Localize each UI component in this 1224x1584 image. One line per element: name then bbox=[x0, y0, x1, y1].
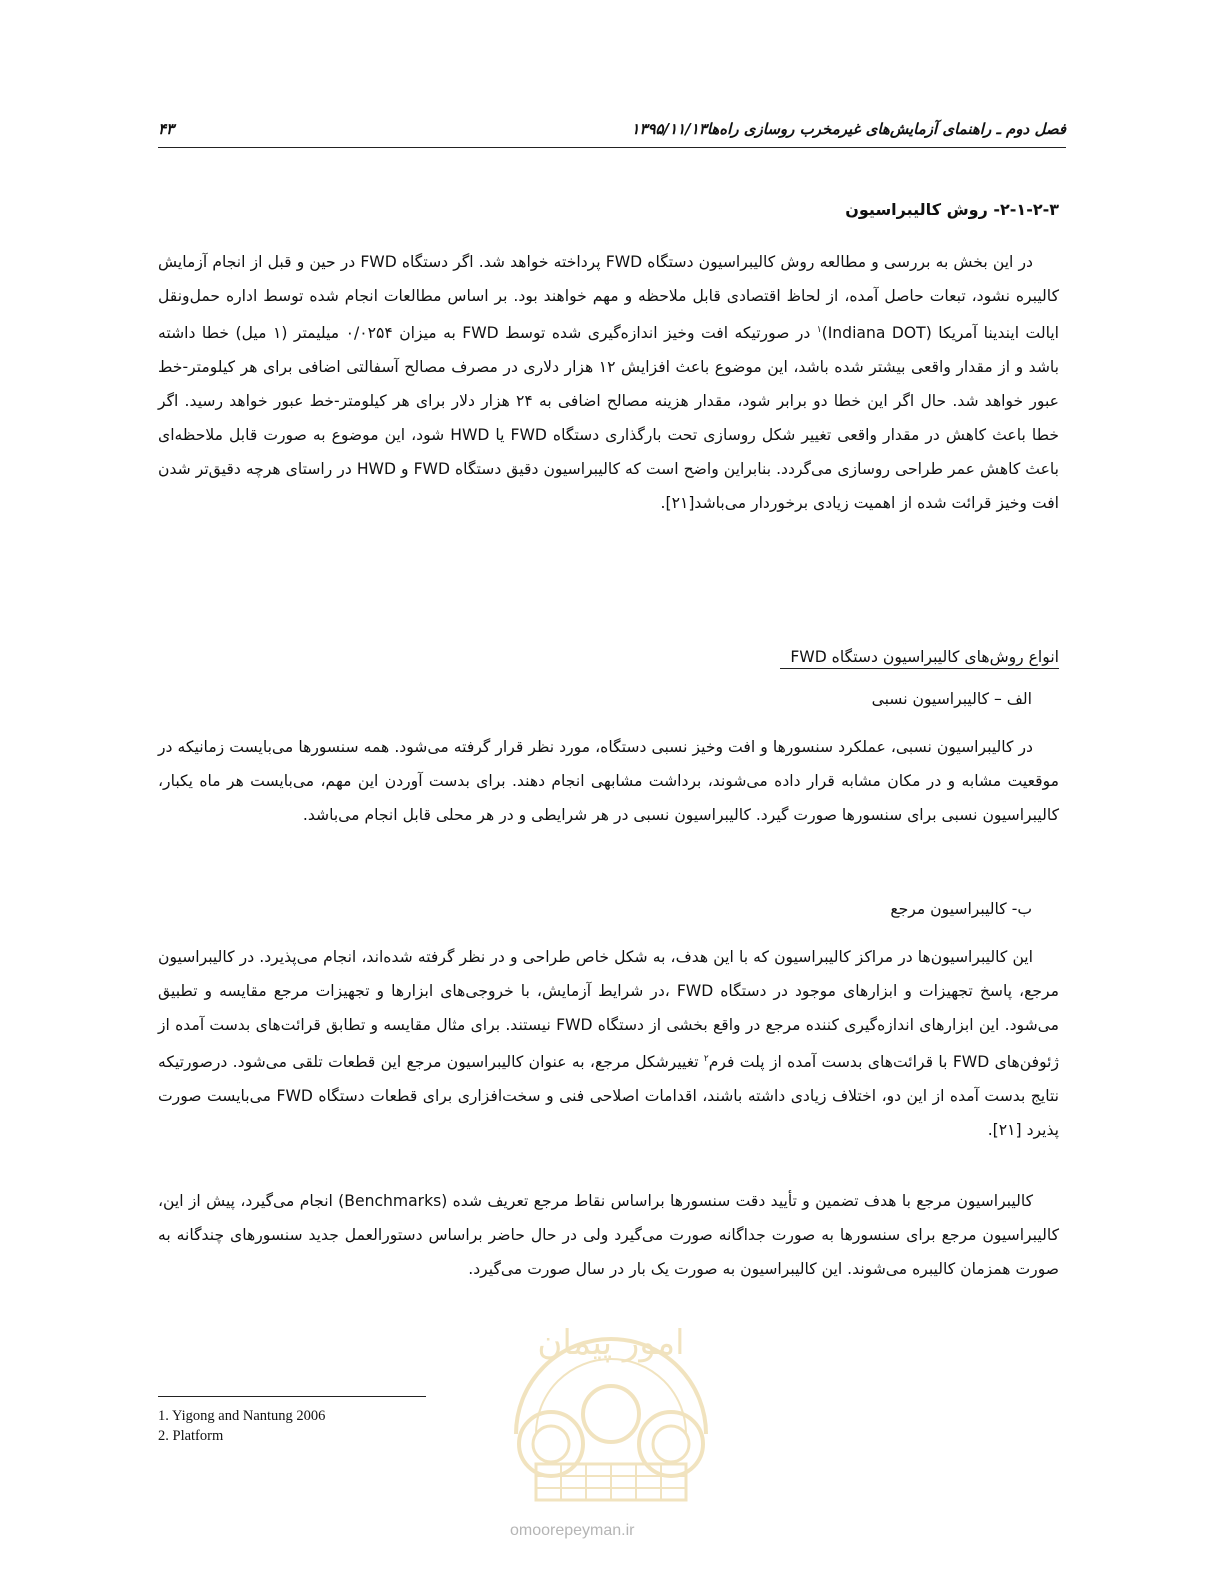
heading-relative-calibration: الف – کالیبراسیون نسبی bbox=[871, 690, 1032, 708]
paragraph-intro bbox=[158, 245, 1059, 520]
paragraph-benchmarks-text: کالیبراسیون مرجع با هدف تضمین و تأیید دقت سنسورها براساس نقاط مرجع تعریف شده (Benchmarks) انجام می‌گیرد، پیش از این، کالیبراسیون مرجع برای سنسورها به صورت جداگانه صورت می‌گیرد ولی در حال حاضر براساس دستورالعمل جدید سنسورهای چندگانه به صورت همزمان کالیبره می‌شوند. این کالیبراسیون به صورت یک بار در سال صورت می‌گیرد. bbox=[158, 1192, 1059, 1278]
page-header bbox=[158, 120, 1066, 144]
footnote-1: 1. Yigong and Nantung 2006 bbox=[158, 1408, 326, 1424]
footnote-ref-2: ۲ bbox=[703, 1054, 709, 1064]
watermark-logo-text: امور پیمان bbox=[537, 1323, 685, 1363]
watermark-url: omoorepeyman.ir bbox=[510, 1522, 635, 1539]
footnote-2: 2. Platform bbox=[158, 1428, 224, 1444]
footnote-divider bbox=[158, 1396, 426, 1397]
footnote-ref-1: ۱ bbox=[816, 325, 822, 335]
header-title bbox=[603, 120, 1066, 138]
paragraph-relative-calibration bbox=[158, 730, 1059, 832]
header-divider bbox=[158, 147, 1066, 148]
paragraph-benchmarks bbox=[158, 1184, 1059, 1286]
footnotes bbox=[158, 1406, 325, 1446]
header-date: ۱۳۹۵/۱۱/۱۳ bbox=[631, 120, 707, 138]
heading-reference-calibration: ب- کالیبراسیون مرجع bbox=[890, 900, 1032, 918]
page-number: ۴۳ bbox=[158, 120, 175, 138]
section-title: ۲-۱-۲-۳- روش کالیبراسیون bbox=[845, 200, 1059, 219]
paragraph-reference-part2: تغییرشکل مرجع، به عنوان کالیبراسیون مرجع این قطعات تلقی می‌شود. درصورتیکه نتایج بدست آمده از این دو، اختلاف زیادی داشته باشند، اقدامات اصلاحی فنی و سخت‌افزاری برای قطعات دستگاه FWD می‌بایست صورت پذیرد [۲۱]. bbox=[158, 1053, 1059, 1140]
paragraph-reference-calibration bbox=[158, 940, 1059, 1147]
paragraph-reference-part1: این کالیبراسیون‌ها در مراکز کالیبراسیون که با این هدف، به شکل خاص طراحی و در نظر گرفته شده‌اند، انجام می‌پذیرد. در کالیبراسیون مرجع، پاسخ تجهیزات و ابزارهای موجود در دستگاه FWD ،در شرایط آزمایش، با خروجی‌های ابزارها و تجهیزات مرجع مقایسه و تطبیق می‌شود. این ابزارهای اندازه‌گیری کننده مرجع در واقع بخشی از دستگاه FWD نیستند. برای مثال مقایسه و تطابق قرائت‌های بدست آمده از ژئوفن‌های FWD با قرائت‌های بدست آمده از پلت فرم bbox=[158, 948, 1059, 1072]
paragraph-relative-text: در کالیبراسیون نسبی، عملکرد سنسورها و افت وخیز نسبی دستگاه، مورد نظر قرار گرفته می‌شود. همه سنسورها می‌بایست زمانیکه در موقعیت مشابه و در مکان مشابه قرار داده می‌شوند، برداشت مشابهی انجام دهند. برای بدست آوردن این مهم، می‌بایست هر ماه یکبار، کالیبراسیون نسبی برای سنسورها صورت گیرد. کالیبراسیون نسبی در هر شرایطی و در هر محلی قابل انجام می‌باشد. bbox=[158, 738, 1059, 824]
watermark-logo-icon bbox=[476, 1284, 746, 1504]
paragraph-intro-part2: در صورتیکه افت وخیز اندازه‌گیری شده توسط FWD به میزان ۰/۰۲۵۴ میلیمتر (۱ میل) خطا داشته باشد و از مقدار واقعی بیشتر شده باشد، این موضوع باعث افزایش ۱۲ هزار دلاری در مصرف مصالح آسفالتی اضافی برای هر کیلومتر-خط عبور خواهد شد. حال اگر این خطا دو برابر شود، مقدار هزینه مصالح اضافی به ۲۴ هزار دلار برای هر کیلومتر-خط عبور خواهد رسید. اگر خطا باعث کاهش در مقدار واقعی تغییر شکل روسازی تحت بارگذاری دستگاه FWD یا HWD شود، این موضوع به صورت قابل ملاحظه‌ای باعث کاهش عمر طراحی روسازی می‌گردد. بنابراین واضح است که کالیبراسیون دقیق دستگاه FWD و HWD در راستای هرچه دقیق‌تر شدن افت وخیز قرائت شده از اهمیت زیادی برخوردار می‌باشد[۲۱]. bbox=[158, 324, 1059, 513]
header-chapter-title: فصل دوم ـ راهنمای آزمایش‌های غیرمخرب روسازی راه‌ها bbox=[706, 120, 1066, 138]
paragraph-intro-part1: در این بخش به بررسی و مطالعه روش کالیبراسیون دستگاه FWD پرداخته خواهد شد. اگر دستگاه FWD در حین و قبل از انجام آزمایش کالیبره نشود، تبعات حاصل آمده، از لحاظ اقتصادی قابل ملاحظه و مهم خواهند بود. بر اساس مطالعات انجام شده توسط اداره حمل‌ونقل ایالت ایندینا آمریکا (Indiana DOT) bbox=[158, 253, 1059, 343]
subsection-title: انواع روش‌های کالیبراسیون دستگاه FWD bbox=[780, 648, 1059, 669]
